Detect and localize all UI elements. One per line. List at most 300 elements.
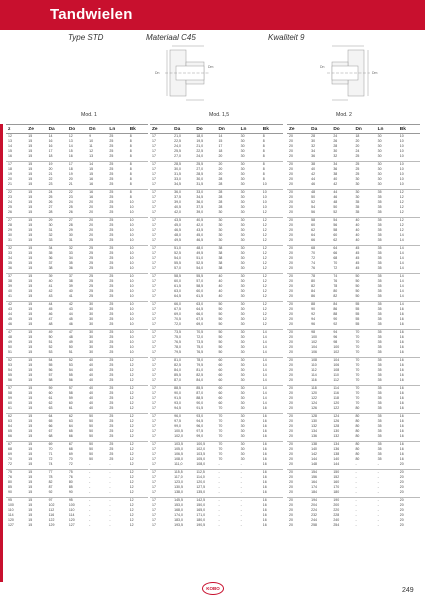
table-cell: 20 <box>289 321 293 326</box>
table-cell: 30 <box>240 396 245 401</box>
table-cell: 20 <box>399 480 404 485</box>
table-cell: 14 <box>262 344 267 349</box>
table-cell: 32 <box>333 153 338 158</box>
column-header: Dn <box>353 125 375 134</box>
table-header-row <box>150 125 283 134</box>
table-cell: 35 <box>377 260 382 265</box>
table-cell: 15 <box>28 475 33 480</box>
table-cell: 8 <box>129 194 132 199</box>
table-cell: 30 <box>377 143 382 148</box>
table-cell: 10 <box>129 265 134 270</box>
table-cell: 20 <box>289 419 293 424</box>
table-cell: 10 <box>129 255 134 260</box>
table-cell: 70 <box>311 251 316 256</box>
table-cell: 21 <box>8 181 12 186</box>
table-cell: 224 <box>311 508 317 513</box>
table-cell: 79,5 <box>174 349 181 354</box>
table-cell: 27 <box>48 204 53 209</box>
table-cell: 8 <box>262 143 265 148</box>
table-cell: 16 <box>262 522 267 527</box>
table-cell: 30 <box>240 288 245 293</box>
table-cell: - <box>240 480 242 485</box>
table-cell: 22 <box>6 190 26 195</box>
table-cell: 10 <box>129 237 134 242</box>
table-cell: 75,0 <box>196 344 204 349</box>
table-cell: 12 <box>261 218 283 223</box>
table-cell: 8 <box>261 134 283 139</box>
table-cell: 12 <box>129 405 134 410</box>
table-cell: 174 <box>311 485 317 490</box>
table-cell: 17 <box>152 232 156 237</box>
table-cell: 27 <box>67 218 87 223</box>
table-cell: 17 <box>150 274 172 279</box>
table-cell: 17 <box>150 246 172 251</box>
table-cell: - <box>355 490 357 494</box>
table-cell: 31 <box>68 237 73 242</box>
table-cell: 17 <box>152 265 156 270</box>
table-cell: 110 <box>333 372 339 377</box>
table-cell: 25 <box>109 293 114 298</box>
table-cell: 61 <box>48 396 53 401</box>
table-cell: 66 <box>48 424 53 429</box>
table-cell: 12 <box>129 485 134 490</box>
table-cell: 35 <box>376 246 398 251</box>
table-cell: 93,0 <box>174 401 181 405</box>
table-cell: - <box>355 475 357 480</box>
table-cell: 17 <box>152 377 156 382</box>
table-cell: 40 <box>89 405 94 410</box>
table-cell: 62 <box>6 414 26 419</box>
accent-stripe <box>0 124 3 582</box>
table-cell: 20 <box>289 518 293 523</box>
table-cell: 50 <box>87 442 107 447</box>
table-cell: 63 <box>68 419 73 424</box>
table-cell: 17 <box>152 312 156 316</box>
table-cell: 37,5 <box>196 204 204 209</box>
table-cell: 60 <box>48 391 53 396</box>
table-cell: 35 <box>355 199 360 204</box>
table-cell: 63,0 <box>194 302 216 307</box>
table-cell: 30 <box>48 223 53 227</box>
table-cell: 106,5 <box>174 452 183 457</box>
table-cell: 25 <box>48 194 53 199</box>
table-cell: 40 <box>216 274 238 279</box>
table-cell: 27 <box>6 218 26 223</box>
table-cell: 15 <box>28 312 33 316</box>
table-cell: 30 <box>239 162 261 167</box>
table-cell: 17 <box>152 508 156 513</box>
table-cell: 71 <box>48 452 53 457</box>
table-cell: 98 <box>333 340 338 345</box>
table-cell: 10 <box>129 344 134 349</box>
table-cell: 127 <box>8 522 14 527</box>
table-cell: 25 <box>107 302 127 307</box>
table-cell: - <box>377 475 379 480</box>
table-cell: 80 <box>355 429 360 434</box>
table-cell: 76,5 <box>174 340 181 345</box>
page-number: 249 <box>402 587 414 594</box>
table-cell: 40,5 <box>194 218 216 223</box>
table-cell: 10 <box>129 283 134 288</box>
table-cell: 10 <box>129 321 134 326</box>
table-cell: 43 <box>68 307 73 312</box>
table-cell: 30 <box>376 134 398 139</box>
table-cell: 17 <box>152 396 156 401</box>
table-cell: 40 <box>218 283 223 288</box>
table-cell: 14 <box>399 293 404 298</box>
table-cell: - <box>355 513 357 518</box>
table-cell: 16 <box>261 414 283 419</box>
table-cell: 80 <box>311 279 316 284</box>
table-cell: - <box>355 518 357 523</box>
table-cell: 50 <box>89 452 94 457</box>
table-cell: 64,5 <box>174 293 181 298</box>
table-cell: 70 <box>355 401 360 405</box>
column-header: Ln <box>376 125 398 134</box>
table-cell: - <box>218 513 220 518</box>
table-cell: 35 <box>376 274 398 279</box>
table-cell: 17 <box>150 386 172 391</box>
table-cell: 98 <box>309 330 331 335</box>
table-cell: 30 <box>218 223 223 227</box>
table-cell: 40 <box>89 401 94 405</box>
table-cell: 70 <box>353 358 375 363</box>
table-cell: 30 <box>240 321 245 326</box>
table-cell: 126 <box>333 419 340 424</box>
table-cell: 15 <box>28 391 33 396</box>
table-cell: 30 <box>240 405 245 410</box>
table-cell: 20 <box>289 307 293 312</box>
table-cell: 20 <box>289 283 293 288</box>
table-cell: 15 <box>28 204 33 209</box>
table-cell: 30 <box>240 194 245 199</box>
table-cell: 193,5 <box>174 522 183 527</box>
table-cell: 116 <box>311 377 317 382</box>
table-cell: 132 <box>311 424 317 429</box>
table-cell: 29 <box>68 227 73 232</box>
table-cell: 15 <box>28 153 33 158</box>
table-cell: - <box>89 480 91 485</box>
table-cell: 20 <box>289 199 293 204</box>
table-cell: 30 <box>240 251 245 256</box>
table-cell: 30 <box>240 312 245 316</box>
table-cell: 16 <box>262 461 267 466</box>
table-cell: 17 <box>152 181 156 186</box>
table-cell: 50 <box>218 335 223 340</box>
table-cell: 17 <box>150 442 172 447</box>
table-cell: 15 <box>28 232 33 237</box>
table-cell: 136 <box>311 433 317 438</box>
table-cell: 35 <box>355 209 360 214</box>
table-cell: 50 <box>218 321 223 326</box>
table-cell: 164 <box>311 480 317 485</box>
table-cell: 90 <box>8 490 12 494</box>
table-cell: - <box>109 490 111 494</box>
table-cell: 50 <box>355 279 360 284</box>
table-cell: 35 <box>377 307 382 312</box>
table-cell: 48,0 <box>174 232 181 237</box>
table-cell: 86 <box>311 293 316 298</box>
table-cell: 30 <box>377 153 382 158</box>
table-cell: 45 <box>48 307 53 312</box>
table-cell: 50 <box>89 433 94 438</box>
table-cell: 14 <box>399 283 404 288</box>
table-cell: 64 <box>311 232 316 237</box>
column-header: Ze <box>26 125 46 134</box>
table-cell: 72,0 <box>196 335 204 340</box>
table-cell: 25,5 <box>194 162 216 167</box>
table-cell: 52 <box>6 358 26 363</box>
table-cell: 12 <box>261 246 283 251</box>
table-cell: 60 <box>68 401 73 405</box>
table-cell: 30 <box>355 181 360 186</box>
table-cell: 15 <box>26 358 46 363</box>
table-cell: - <box>218 475 220 480</box>
table-cell: 16 <box>48 138 53 143</box>
table-cell: 25 <box>89 279 94 284</box>
table-cell: 45 <box>355 251 360 256</box>
table-cell: 30 <box>240 419 245 424</box>
table-cell: 38 <box>333 171 338 176</box>
table-cell: 12 <box>399 227 404 232</box>
table-cell: 17 <box>152 461 156 466</box>
table-cell: 20 <box>289 503 293 508</box>
table-cell: 17 <box>152 522 156 527</box>
table-cell: 114 <box>311 372 317 377</box>
table-cell: 45 <box>355 260 360 265</box>
table-cell: 92 <box>48 490 53 494</box>
table-cell: 45 <box>355 265 360 270</box>
table-cell: 84 <box>311 288 316 293</box>
table-cell: 17 <box>152 335 156 340</box>
table-cell: 20 <box>287 302 309 307</box>
table-cell: 138,0 <box>174 490 183 494</box>
table-cell: 17 <box>152 475 156 480</box>
table-cell: 35 <box>377 194 382 199</box>
table-cell: 67 <box>6 442 26 447</box>
table-cell: 15 <box>89 171 94 176</box>
table-cell: 105,0 <box>196 457 206 462</box>
table-cell: 8 <box>262 153 265 158</box>
table-cell: 114,0 <box>196 475 205 480</box>
table-cell: 15 <box>28 377 33 382</box>
table-cell: 108 <box>309 358 331 363</box>
table-cell: 20 <box>89 199 94 204</box>
table-cell: 12 <box>399 199 404 204</box>
table-cell: 56 <box>333 223 338 227</box>
table-cell: 144 <box>311 457 317 462</box>
table-cell: 25 <box>109 237 114 242</box>
table-cell: 40 <box>218 293 223 298</box>
table-cell: 15 <box>28 255 33 260</box>
table-cell: 55,5 <box>194 274 216 279</box>
table-cell: 38 <box>68 279 73 284</box>
table-cell: 50 <box>218 340 223 345</box>
table-cell: - <box>109 503 111 508</box>
table-cell: 44 <box>331 190 353 195</box>
table-cell: 70 <box>333 260 338 265</box>
table-cell: 20 <box>289 522 293 527</box>
table-cell: 25 <box>89 265 94 270</box>
table-cell: 16 <box>262 508 267 513</box>
table-cell: 68 <box>8 447 12 452</box>
table-cell: 40 <box>355 227 360 232</box>
table-cell: 25 <box>109 447 114 452</box>
table-cell: - <box>89 490 91 494</box>
table-cell: 70 <box>218 424 223 429</box>
table-cell: 16 <box>262 503 267 508</box>
table-cell: 20 <box>287 498 309 503</box>
table-cell: 36 <box>8 265 12 270</box>
table-cell: 8 <box>128 162 148 167</box>
table-cell: 51 <box>8 349 12 354</box>
table-cell: 30 <box>68 232 73 237</box>
table-cell: 254 <box>333 522 340 527</box>
table-cell: 8 <box>129 138 132 143</box>
table-cell: 54 <box>311 204 316 209</box>
table-cell: 42 <box>6 302 26 307</box>
table-cell: 30 <box>89 316 94 321</box>
table-cell: 53 <box>8 363 12 368</box>
table-cell: 20 <box>89 209 94 214</box>
table-cell: 100 <box>68 503 75 508</box>
table-cell: 10 <box>128 330 148 335</box>
table-cell: 38 <box>48 265 53 270</box>
table-cell: 12 <box>129 401 134 405</box>
table-cell: 58 <box>8 391 12 396</box>
table-cell: 10 <box>129 340 134 345</box>
table-cell: 10 <box>262 194 267 199</box>
table-cell: 36 <box>333 166 338 171</box>
table-cell: 84 <box>331 302 353 307</box>
table-cell: 45,0 <box>196 232 204 237</box>
table-cell: 15 <box>28 316 33 321</box>
table-cell: 30 <box>240 265 245 270</box>
table-cell: 127,5 <box>196 485 206 490</box>
table-cell: 123,0 <box>174 480 183 485</box>
table-cell: 20 <box>289 513 293 518</box>
table-cell: 25 <box>355 166 360 171</box>
table-cell: 55 <box>48 363 53 368</box>
table-cell: 91,5 <box>196 405 204 410</box>
table-cell: 194 <box>309 498 331 503</box>
table-cell: 35 <box>377 223 382 227</box>
table-cell: - <box>89 461 91 466</box>
table-cell: 127 <box>68 522 75 527</box>
table-cell: - <box>240 490 242 494</box>
table-cell: - <box>218 503 220 508</box>
table-cell: 12 <box>129 475 134 480</box>
table-cell: 122 <box>333 405 340 410</box>
table-cell: 50 <box>8 344 12 349</box>
table-cell: 15 <box>26 330 46 335</box>
table-cell: 16 <box>399 312 404 316</box>
table-cell: 30 <box>333 148 338 153</box>
table-cell: 30 <box>377 181 382 186</box>
table-cell: 20 <box>289 204 293 209</box>
table-cell: 32 <box>311 143 316 148</box>
table-cell: 20 <box>289 171 293 176</box>
table-cell: 10 <box>399 153 404 158</box>
table-cell: 30 <box>240 391 245 396</box>
table-cell: 87 <box>48 485 53 490</box>
table-cell: 35 <box>377 251 382 256</box>
table-cell: 35 <box>377 237 382 242</box>
table-cell: 15 <box>28 508 33 513</box>
dim-label-left-1: Dm <box>208 65 214 69</box>
table-cell: 25 <box>109 171 114 176</box>
table-cell: 50 <box>218 349 223 354</box>
table-cell: 30 <box>240 307 245 312</box>
table-cell: 46,5 <box>174 227 181 232</box>
table-cell: 74 <box>331 274 353 279</box>
table-cell: 20 <box>289 344 293 349</box>
table-cell: 28,5 <box>172 162 194 167</box>
table-cell: 53 <box>68 363 73 368</box>
table-cell: 20 <box>289 457 293 462</box>
table-cell: 16 <box>399 377 404 382</box>
table-cell: 25 <box>109 372 114 377</box>
column-header: Dn <box>87 125 107 134</box>
table-cell: 30 <box>240 255 245 260</box>
table-cell: 60,0 <box>196 288 204 293</box>
table-cell: 16 <box>87 190 107 195</box>
table-cell: - <box>109 522 111 527</box>
table-cell: 35 <box>377 340 382 345</box>
table-cell: 70 <box>218 452 223 457</box>
table-cell: 36,0 <box>196 199 204 204</box>
table-cell: 16 <box>262 480 267 485</box>
table-cell: 30 <box>89 340 94 345</box>
table-cell: 16 <box>399 340 404 345</box>
table-cell: 74 <box>48 461 53 466</box>
table-cell: 49,5 <box>196 251 204 256</box>
table-cell: 14 <box>399 288 404 293</box>
table-cell: 10 <box>399 143 404 148</box>
table-cell: 15 <box>68 148 73 153</box>
table-cell: 104 <box>311 344 317 349</box>
table-cell: 64 <box>47 414 67 419</box>
table-cell: 24,0 <box>174 143 181 148</box>
table-cell: 40 <box>353 218 375 223</box>
table-cell: 99,0 <box>174 424 181 429</box>
table-cell: 10 <box>399 138 404 143</box>
table-cell: 92 <box>311 312 316 316</box>
table-cell: 45 <box>353 246 375 251</box>
table-cell: - <box>109 475 111 480</box>
table-cell: 46 <box>311 181 316 186</box>
table-cell: 16 <box>399 349 404 354</box>
table-cell: 134 <box>311 429 317 434</box>
table-cell: 35 <box>377 279 382 284</box>
table-cell: 100,5 <box>194 442 216 447</box>
table-cell: 57 <box>48 372 53 377</box>
table-cell: 15 <box>28 181 33 186</box>
table-cell: 70 <box>355 391 360 396</box>
table-cell: 8 <box>128 190 148 195</box>
table-cell: 17 <box>152 153 156 158</box>
table-cell: 29 <box>8 227 12 232</box>
table-cell: 96 <box>311 321 316 326</box>
table-cell: - <box>218 485 220 490</box>
table-cell: 25 <box>109 316 114 321</box>
table-cell: 128 <box>333 424 340 429</box>
table-cell: 117,0 <box>174 475 183 480</box>
table-cell: 12 <box>262 209 267 214</box>
table-cell: 35 <box>377 405 382 410</box>
table-cell: 15 <box>26 218 46 223</box>
spec-material: Materiaal C45 <box>146 33 196 42</box>
